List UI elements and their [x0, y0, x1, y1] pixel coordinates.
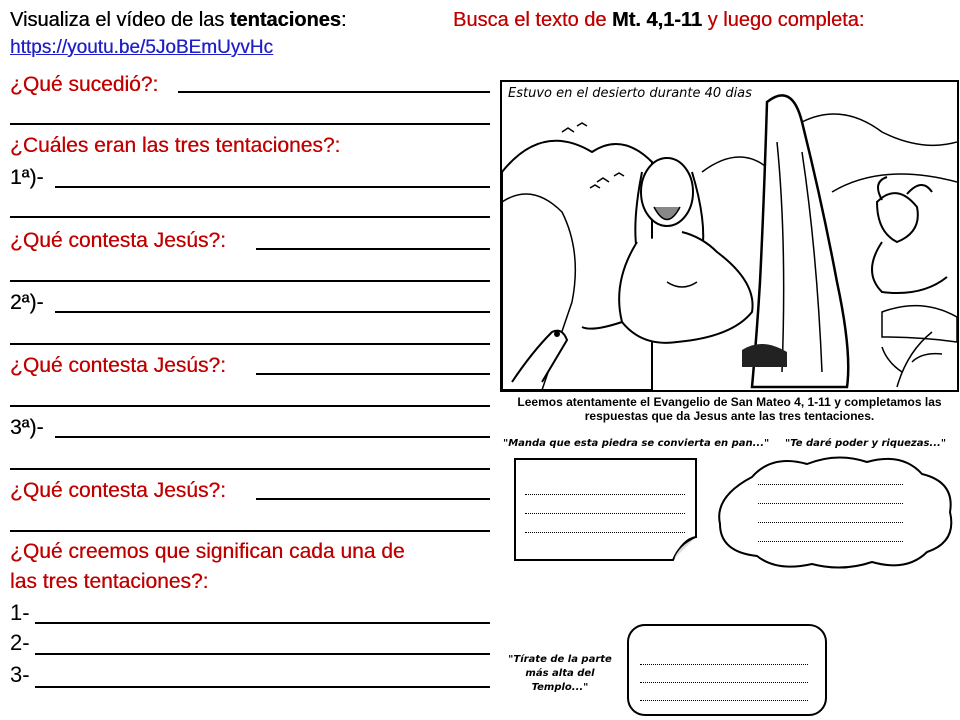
question-jesus-answer-2: ¿Qué contesta Jesús?: — [10, 354, 226, 377]
bubble-3-label — [505, 653, 615, 695]
question-jesus-answer-1: ¿Qué contesta Jesús?: — [10, 229, 226, 252]
question-what-happened: ¿Qué sucedió?: — [10, 73, 159, 96]
dotted-answer-line[interactable] — [640, 664, 808, 665]
illustration-caption — [502, 395, 957, 423]
answer-line[interactable] — [10, 216, 490, 218]
dotted-answer-line[interactable] — [758, 522, 903, 523]
answer-line[interactable] — [55, 436, 490, 438]
video-instruction — [10, 8, 346, 32]
temptation-2-label: 2ª)- — [10, 291, 44, 314]
meaning-1-label: 1- — [10, 600, 30, 625]
answer-line[interactable] — [256, 248, 490, 250]
rounded-answer-box — [627, 624, 827, 716]
question-jesus-answer-3: ¿Qué contesta Jesús?: — [10, 479, 226, 502]
dotted-answer-line[interactable] — [525, 494, 685, 495]
caption-line-2: respuestas que da Jesus ante las tres tentaciones. — [584, 409, 875, 423]
answer-line[interactable] — [256, 498, 490, 500]
note-paper-shape — [513, 457, 698, 562]
caption-line-1: Leemos atentamente el Evangelio de San Mateo 4, 1-11 y completamos las — [517, 395, 942, 409]
answer-line[interactable] — [10, 123, 490, 125]
dotted-answer-line[interactable] — [525, 532, 685, 533]
answer-line[interactable] — [55, 311, 490, 313]
cloud-box — [712, 452, 958, 572]
bubble-3-line-1: "Tírate de la parte — [508, 654, 612, 665]
instruction-suffix: : — [340, 9, 347, 31]
answer-line[interactable] — [256, 373, 490, 375]
bubble-3-line-2: más alta del — [525, 668, 595, 679]
answer-line[interactable] — [178, 91, 490, 93]
question-meaning-line1: ¿Qué creemos que significan cada una de — [10, 540, 405, 563]
answer-line[interactable] — [10, 280, 490, 282]
bubble-3-line-3: Templo..." — [531, 682, 589, 693]
video-link[interactable]: https://youtu.be/5JoBEmUyvHc — [10, 37, 273, 58]
dotted-answer-line[interactable] — [640, 682, 808, 683]
answer-line[interactable] — [10, 530, 490, 532]
temptation-3-label: 3ª)- — [10, 416, 44, 439]
illustration-title: Estuvo en el desierto durante 40 dias — [508, 86, 752, 101]
answer-line[interactable] — [10, 468, 490, 470]
cloud-shape — [712, 452, 958, 572]
answer-line[interactable] — [35, 686, 490, 688]
answer-line[interactable] — [35, 622, 490, 624]
meaning-3-label: 3- — [10, 662, 30, 687]
dotted-answer-line[interactable] — [758, 484, 903, 485]
gospel-reference: Mt. 4,1-11 — [611, 9, 703, 31]
search-suffix: y luego completa: — [702, 9, 865, 31]
dotted-answer-line[interactable] — [758, 503, 903, 504]
answer-line[interactable] — [35, 653, 490, 655]
jesus-temptation-drawing — [502, 82, 957, 390]
bubble-2-label: "Te daré poder y riquezas..." — [785, 438, 947, 449]
dotted-answer-line[interactable] — [758, 541, 903, 542]
bubble-1-label: "Manda que esta piedra se convierta en pan..." — [503, 438, 770, 449]
question-meaning-line2: las tres tentaciones?: — [10, 570, 209, 593]
answer-line[interactable] — [10, 343, 490, 345]
desert-illustration — [500, 80, 959, 392]
meaning-2-label: 2- — [10, 630, 30, 655]
search-prefix: Busca el texto de — [453, 9, 612, 31]
instruction-bold: tentaciones — [229, 9, 341, 31]
answer-line[interactable] — [10, 405, 490, 407]
instruction-prefix: Visualiza el vídeo de las — [10, 9, 230, 31]
dotted-answer-line[interactable] — [525, 513, 685, 514]
question-three-temptations: ¿Cuáles eran las tres tentaciones?: — [10, 134, 341, 157]
search-instruction — [453, 8, 864, 32]
temptation-1-label: 1ª)- — [10, 166, 44, 189]
note-paper-box — [513, 457, 698, 562]
answer-line[interactable] — [55, 186, 490, 188]
dotted-answer-line[interactable] — [640, 700, 808, 701]
